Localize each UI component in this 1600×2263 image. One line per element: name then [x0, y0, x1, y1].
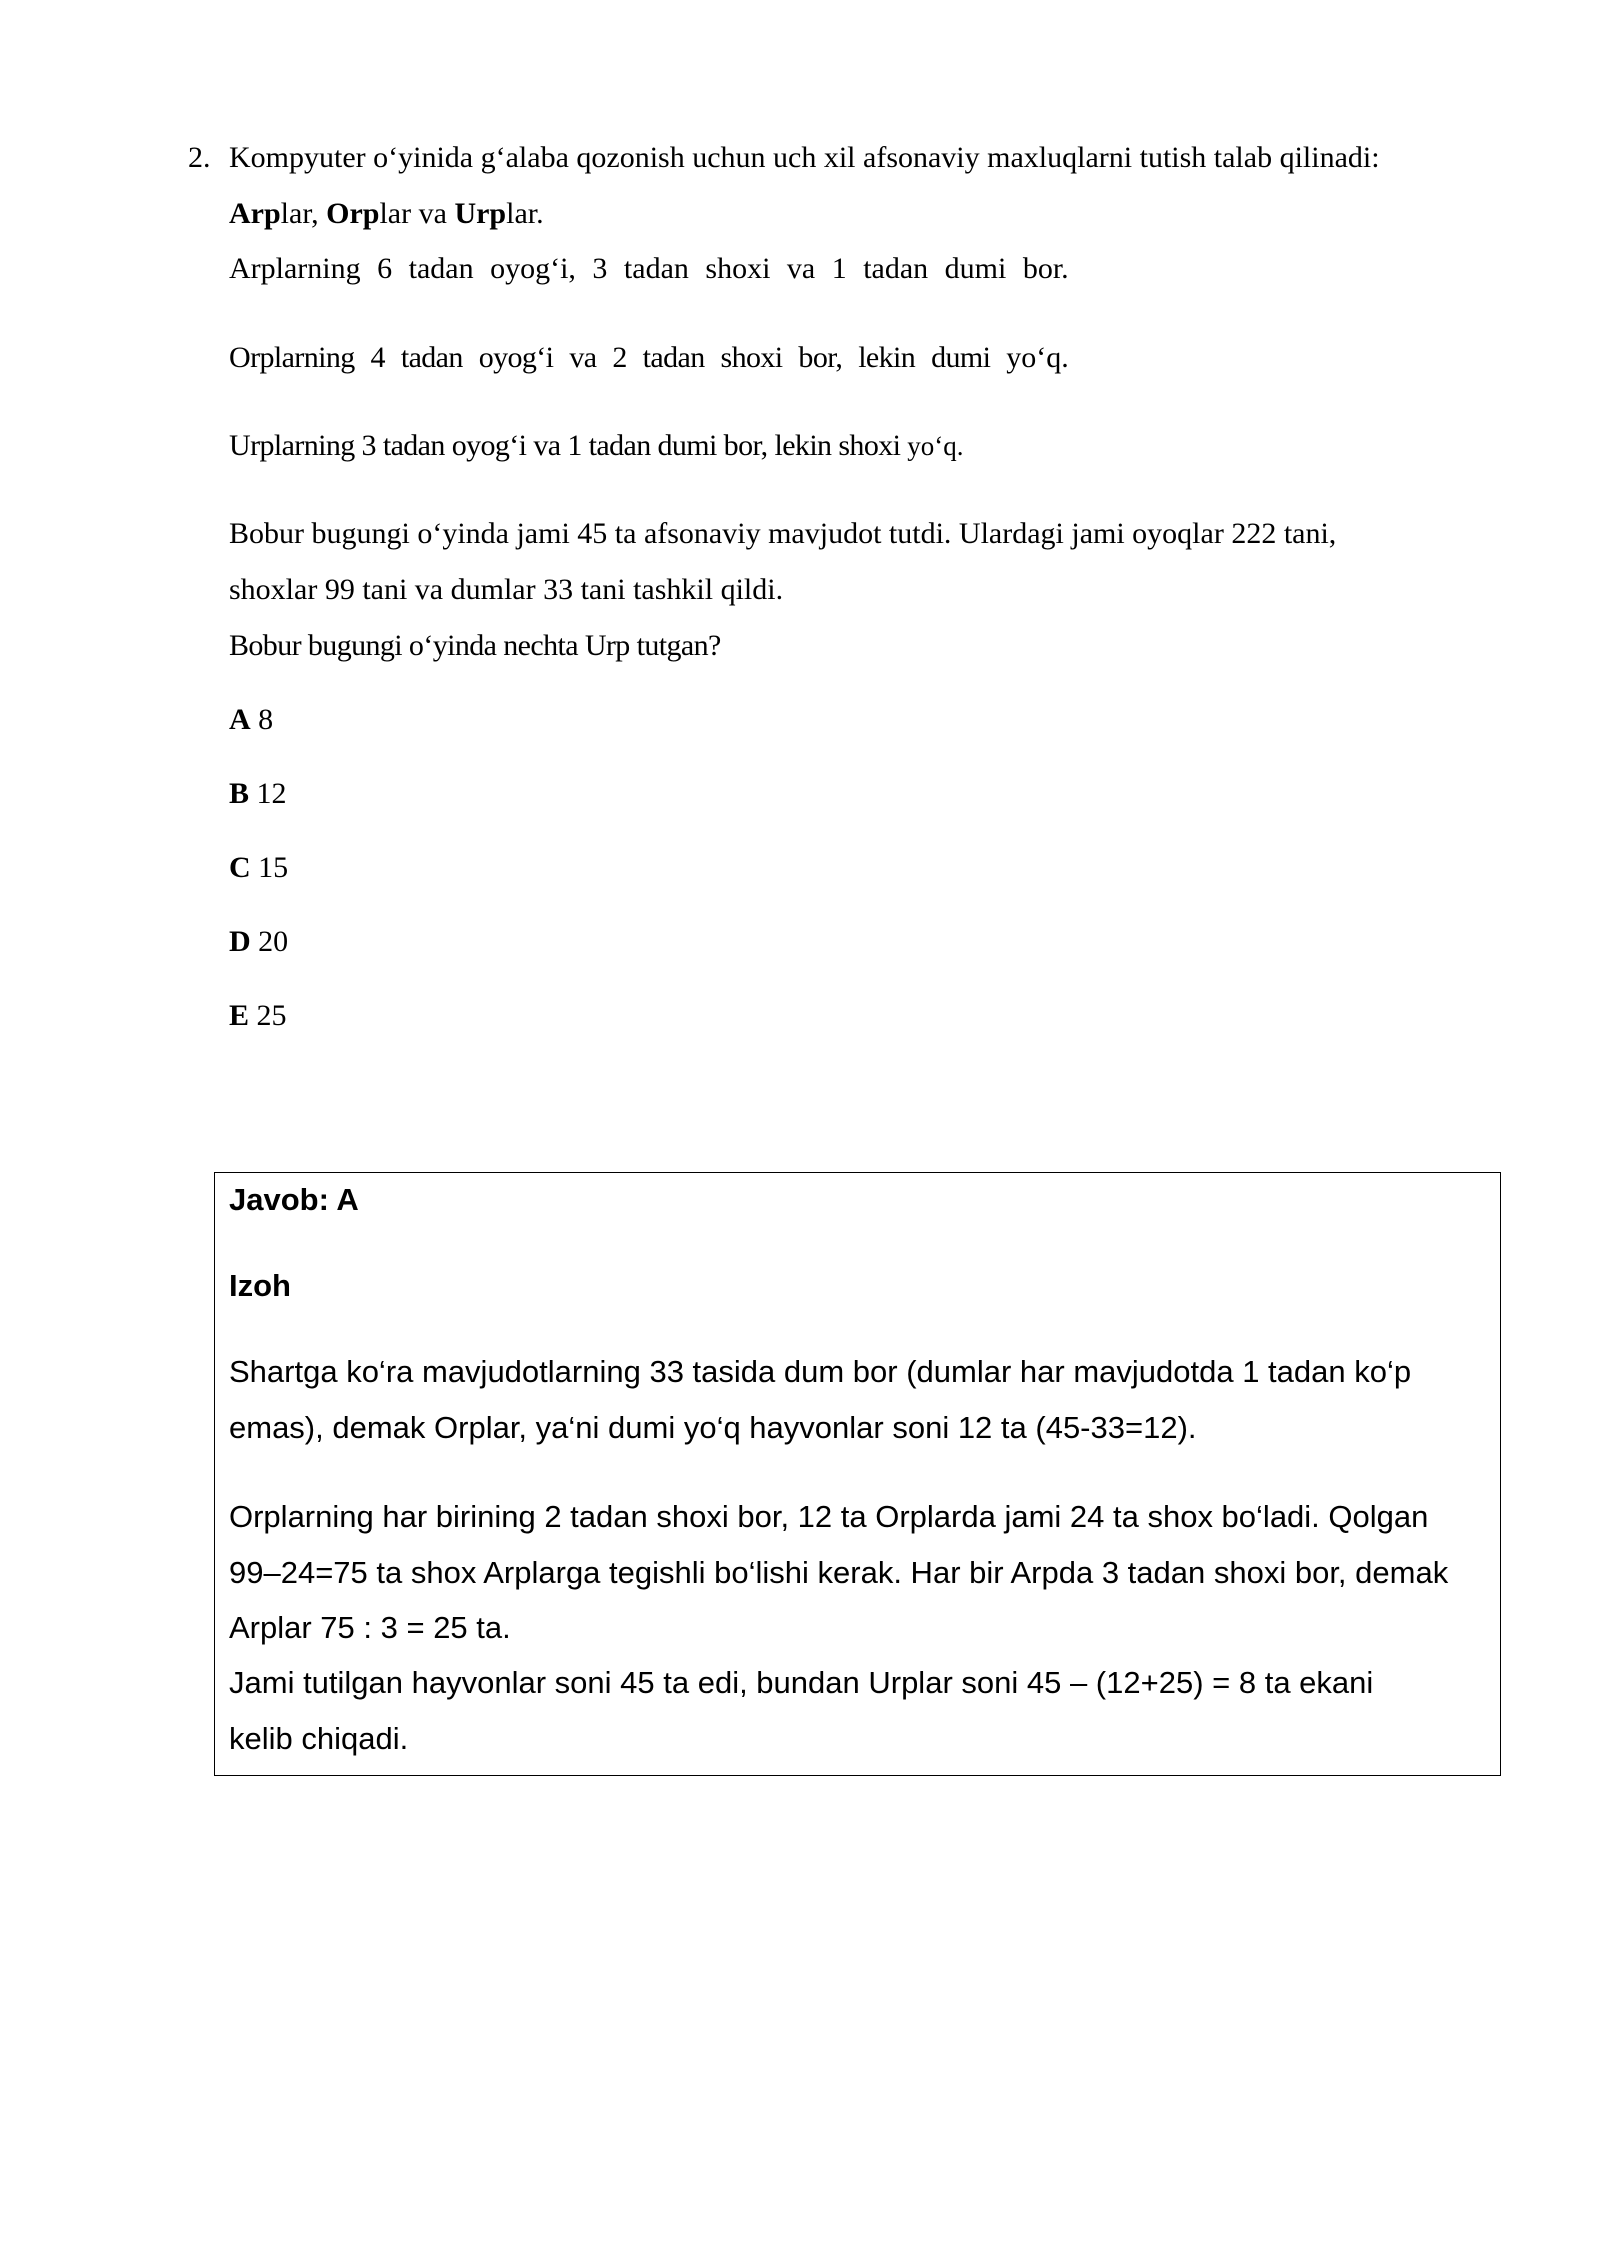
- explanation-p2-line2: 99–24=75 ta shox Arplarga tegishli bo‘lishi kerak. Har bir Arpda 3 tadan shoxi bor, demak: [229, 1555, 1449, 1590]
- bobur-line-2: shoxlar 99 tani va dumlar 33 tani tashkil qildi.: [229, 573, 784, 606]
- option-letter: D: [229, 925, 251, 958]
- option-c: [229, 840, 288, 896]
- option-a: [229, 692, 273, 748]
- explanation-p3-line1: Jami tutilgan hayvonlar soni 45 ta edi, bundan Urplar soni 45 – (12+25) = 8 ta ekani: [229, 1665, 1374, 1700]
- option-d: [229, 914, 288, 970]
- creature-names: Arplar, Orplar va Urplar.: [229, 197, 544, 230]
- question-prompt: Bobur bugungi o‘yinda nechta Urp tutgan?: [229, 629, 721, 662]
- option-letter: A: [229, 703, 251, 736]
- explanation-p2-line1: Orplarning har birining 2 tadan shoxi bor, 12 ta Orplarda jami 24 ta shox bo‘ladi. Qolgan: [229, 1499, 1429, 1534]
- orp-description: Orplarning 4 tadan oyog‘i va 2 tadan shoxi bor, lekin dumi yo‘q.: [229, 341, 1069, 374]
- orp-name: Orp: [326, 197, 380, 230]
- explanation-heading: Izoh: [229, 1268, 291, 1303]
- question-line-1: Kompyuter o‘yinida g‘alaba qozonish uchun uch xil afsonaviy maxluqlarni tutish talab qilinadi:: [229, 141, 1380, 174]
- arp-name: Arp: [229, 197, 281, 230]
- option-value: 15: [258, 851, 289, 884]
- answer-title: Javob: A: [229, 1182, 359, 1217]
- urp-description: Urplarning 3 tadan oyog‘i va 1 tadan dumi bor, lekin shoxi yo‘q.: [229, 429, 964, 462]
- option-value: 20: [258, 925, 289, 958]
- explanation-p1-line2: emas), demak Orplar, ya‘ni dumi yo‘q hayvonlar soni 12 ta (45-33=12).: [229, 1410, 1197, 1445]
- option-value: 8: [258, 703, 274, 736]
- option-letter: C: [229, 851, 251, 884]
- answer-box: [214, 1172, 1501, 1776]
- arp-description: Arplarning 6 tadan oyog‘i, 3 tadan shoxi va 1 tadan dumi bor.: [229, 252, 1069, 285]
- option-value: 25: [256, 999, 287, 1032]
- option-e: [229, 988, 287, 1044]
- question-number: 2.: [188, 141, 211, 174]
- explanation-p1-line1: Shartga ko‘ra mavjudotlarning 33 tasida dum bor (dumlar har mavjudotda 1 tadan ko‘p: [229, 1354, 1412, 1389]
- explanation-p3-line2: kelib chiqadi.: [229, 1721, 409, 1756]
- explanation-p2-line3: Arplar 75 : 3 = 25 ta.: [229, 1610, 511, 1645]
- option-value: 12: [256, 777, 287, 810]
- option-b: [229, 766, 287, 822]
- urp-name: Urp: [454, 197, 507, 230]
- option-letter: B: [229, 777, 250, 810]
- option-letter: E: [229, 999, 250, 1032]
- bobur-line-1: Bobur bugungi o‘yinda jami 45 ta afsonaviy mavjudot tutdi. Ulardagi jami oyoqlar 222 tani,: [229, 517, 1337, 550]
